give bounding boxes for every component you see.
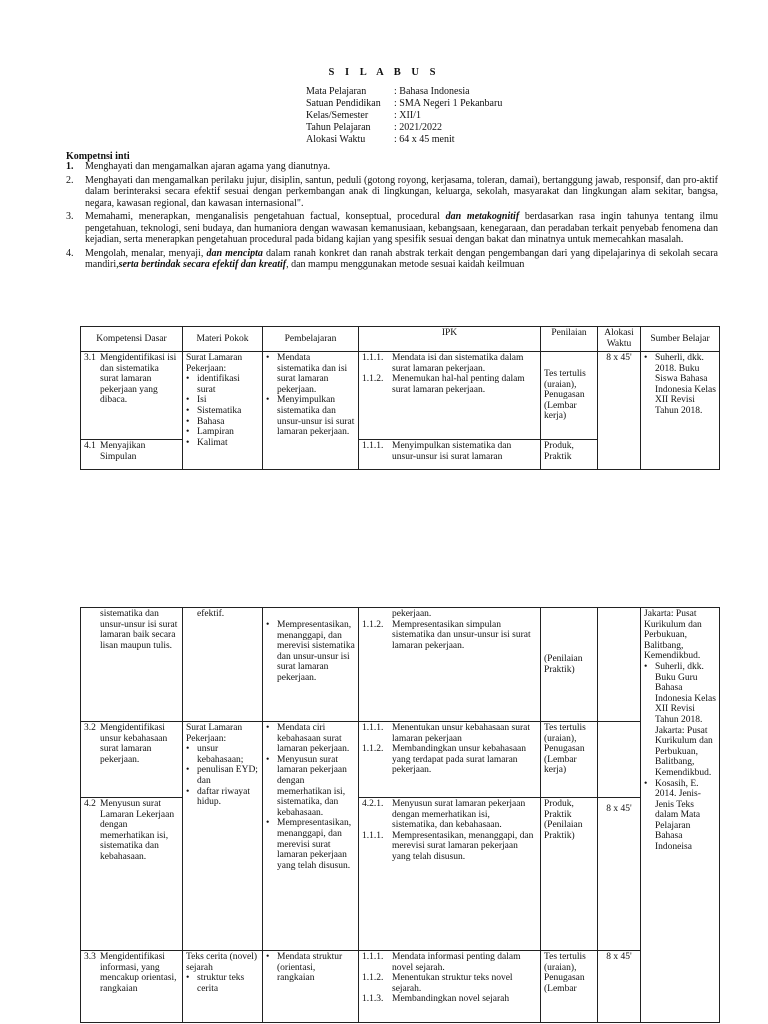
kd-number: 3.1 xyxy=(84,353,96,363)
alokasi-cell: 8 x 45' xyxy=(598,352,641,470)
list-item: • unsur kebahasaan; xyxy=(186,744,259,765)
list-item: • Kosasih, E. 2014. Jenis-Jenis Teks dalam Mata Pelajaran Bahasa Indoneisa xyxy=(644,779,716,853)
ipk-number: 1.1.1. xyxy=(362,952,384,962)
meta-row xyxy=(306,134,502,146)
meta-label: Alokasi Waktu xyxy=(306,134,366,145)
ipk-item xyxy=(362,723,537,744)
ipk-cell xyxy=(359,722,541,798)
list-item: • penulisan EYD; dan xyxy=(186,765,259,786)
col-header: Alokasi Waktu xyxy=(598,327,641,352)
ipk-text: Menentukan struktur teks novel sejarah. xyxy=(392,973,513,994)
list-item: • Mendata struktur (orientasi, rangkaian xyxy=(266,952,355,984)
ki-number: 3. xyxy=(66,211,74,222)
ipk-cell xyxy=(359,608,541,722)
ki-emphasis: dan metakognitif xyxy=(445,211,520,222)
ki-text-part: Memahami, menerapkan, menganalisis pengetahuan factual, konseptual, procedural xyxy=(85,211,446,222)
ipk-text: Menyusun surat lamaran pekerjaan dengan memerhatikan isi, sistematika, dan kebahasaan. xyxy=(392,799,526,831)
materi-cell xyxy=(183,608,263,722)
list-item: • Mempresentasikan, menanggapi, dan merevisi sistematika dan unsur-unsur isi surat lamaran pekerjaan. xyxy=(266,620,355,684)
ki-number: 1. xyxy=(66,161,74,172)
sumber-cell xyxy=(641,608,720,1023)
kd-text: Mengidentifikasi unsur kebahasaan surat lamaran pekerjaan. xyxy=(100,723,168,765)
col-header: Kompetensi Dasar xyxy=(81,327,183,352)
ki-emphasis: serta bertindak secara efektif dan kreatif xyxy=(118,259,287,270)
col-header: Sumber Belajar xyxy=(641,327,720,352)
pembelajaran-cell xyxy=(263,722,359,951)
materi-cell xyxy=(183,722,263,951)
ipk-item xyxy=(362,441,537,462)
pembelajaran-cell xyxy=(263,951,359,1023)
table-row xyxy=(81,722,720,798)
kd-cell xyxy=(81,722,183,798)
kd-cell xyxy=(81,798,183,951)
ipk-number: 1.1.1. xyxy=(362,723,384,733)
sumber-cell xyxy=(641,352,720,470)
syllabus-table-page1 xyxy=(80,326,720,470)
ipk-number: 1.1.2. xyxy=(362,374,384,385)
meta-label: Mata Pelajaran xyxy=(306,86,367,97)
alokasi-cell xyxy=(598,722,641,798)
penilaian-cell: (Penilaian Praktik) xyxy=(541,608,598,722)
list-item: • Mendata ciri kebahasaan surat lamaran pekerjaan. xyxy=(266,723,355,755)
ki-text xyxy=(85,211,718,246)
ipk-text: Membandingkan novel sejarah xyxy=(392,994,510,1005)
list-item: • Mendata sistematika dan isi surat lamaran pekerjaan. xyxy=(266,353,355,395)
ipk-number: 1.1.3. xyxy=(362,994,384,1005)
ipk-text: Menyimpulkan sistematika dan unsur-unsur isi surat lamaran xyxy=(392,441,512,462)
kd-text: Mengidentifikasi isi dan sistematika surat lamaran pekerjaan yang dibaca. xyxy=(100,353,177,406)
pembelajaran-cell xyxy=(263,352,359,470)
materi-cell xyxy=(183,352,263,470)
list-item: • Suherli, dkk. 2018. Buku Siswa Bahasa Indonesia Kelas XII Revisi Tahun 2018. xyxy=(644,353,716,417)
list-item: • Isi xyxy=(186,395,259,406)
col-header: IPK xyxy=(359,327,541,352)
ipk-item xyxy=(362,994,537,1005)
ipk-cell xyxy=(359,440,541,470)
kd-number: 4.2 xyxy=(84,799,96,809)
pembelajaran-cell xyxy=(263,608,359,722)
alokasi-cell: 8 x 45' xyxy=(598,798,641,951)
ipk-number: 1.1.2. xyxy=(362,619,384,630)
ki-item xyxy=(66,161,718,173)
ipk-item xyxy=(362,952,537,973)
kd-cell xyxy=(81,608,183,722)
ipk-number: 1.1.1. xyxy=(362,441,384,451)
kd-number: 4.1 xyxy=(84,441,96,451)
materi-title: Teks cerita (novel) sejarah xyxy=(186,952,258,973)
table-row xyxy=(81,798,720,951)
ipk-number: 4.2.1. xyxy=(362,799,384,809)
kd-cell xyxy=(81,440,183,470)
list-item: • struktur teks cerita xyxy=(186,973,259,994)
kd-cell xyxy=(81,352,183,440)
list-item: • Sistematika xyxy=(186,406,259,417)
ipk-item xyxy=(362,620,537,652)
ipk-item xyxy=(362,744,537,776)
ki-number: 2. xyxy=(66,174,74,186)
syllabus-table-page2 xyxy=(80,607,720,1023)
ki-item xyxy=(66,248,718,271)
materi-title: Surat Lamaran Pekerjaan: xyxy=(186,353,243,374)
kd-text: sistematika dan unsur-unsur isi surat lamaran baik secara lisan maupun tulis. xyxy=(100,609,178,651)
kd-number: 3.3 xyxy=(84,952,96,962)
kd-text: Menyajikan Simpulan xyxy=(100,441,146,462)
list-item: • Suherli, dkk. Buku Guru Bahasa Indonesia Kelas XII Revisi Tahun 2018. Jakarta: Pusat Kurikulum dan Perbukuan, Balitbang, Kemendikbud. xyxy=(644,662,716,779)
kd-text: Mengidentifikasi informasi, yang mencakup orientasi, rangkaian xyxy=(100,952,177,994)
kompetensi-inti-list xyxy=(66,161,718,273)
ki-item xyxy=(66,175,718,210)
ipk-text: Membandingkan unsur kebahasaan yang terdapat pada surat lamaran pekerjaan. xyxy=(392,744,527,776)
penilaian-cell: Tes tertulis (uraian), Penugasan (Lembar kerja) xyxy=(541,352,598,440)
ipk-cell xyxy=(359,798,541,951)
meta-value: : 64 x 45 menit xyxy=(394,134,455,145)
ipk-number: 1.1.2. xyxy=(362,744,384,755)
table-header-row xyxy=(81,327,720,352)
penilaian-cell: Tes tertulis (uraian), Penugasan (Lembar xyxy=(541,951,598,1023)
ki-item xyxy=(66,211,718,246)
col-header: Penilaian xyxy=(541,327,598,352)
list-item: • daftar riwayat hidup. xyxy=(186,787,259,808)
document-title: S I L A B U S xyxy=(328,67,440,78)
meta-row xyxy=(306,98,502,110)
list-item: • Lampiran xyxy=(186,427,259,438)
meta-row xyxy=(306,86,502,98)
sumber-text: Jakarta: Pusat Kurikulum dan Perbukuan, Balitbang, Kemendikbud. xyxy=(644,609,702,662)
list-item: • Menyimpulkan sistematika dan unsur-unsur isi surat lamaran pekerjaan. xyxy=(266,395,355,437)
col-header: Pembelajaran xyxy=(263,327,359,352)
kompetensi-inti-heading: Kompetnsi inti xyxy=(66,151,130,162)
list-item: • identifikasi surat xyxy=(186,374,259,395)
ipk-cell xyxy=(359,352,541,440)
ki-text: Menghayati dan mengamalkan perilaku jujur, disiplin, santun, peduli (gotong royong, kerjasama, toleran, damai), bertanggung jawab, responsif, dan pro-aktif dalam berinteraksi secara efektif sesuai dengan perkembangan anak di lingkungan, keluarga, sekolah, masyarakat dan lingkungan alam sekitar, bangsa, negara, kawasan regional, dan kawasan internasional". xyxy=(85,174,718,209)
table-row xyxy=(81,352,720,440)
kd-cell xyxy=(81,951,183,1023)
table-row xyxy=(81,608,720,722)
list-item: • Kalimat xyxy=(186,438,259,449)
ki-text-part: dalam ranah konkret dan ranah abstrak terkait dengan pengembangan dari yang dipelajarinya di sekolah secara mandiri, xyxy=(85,247,718,270)
penilaian-cell: Produk, Praktik xyxy=(541,440,598,470)
ipk-text: Mempresentasikan, menanggapi, dan merevisi surat lamaran pekerjaan yang telah disusun. xyxy=(392,830,534,862)
ipk-number: 1.1.1. xyxy=(362,830,384,841)
ki-emphasis: dan mencipta xyxy=(206,247,263,259)
ipk-item xyxy=(362,799,537,831)
ipk-text: Menemukan hal-hal penting dalam surat lamaran pekerjaan. xyxy=(392,374,525,395)
list-item: • Mempresentasikan, menanggapi, dan merevisi surat lamaran pekerjaan yang telah disusun. xyxy=(266,818,355,871)
meta-row xyxy=(306,122,502,134)
ipk-item xyxy=(362,374,537,395)
syllabus-meta xyxy=(306,86,502,146)
ipk-text: Menentukan unsur kebahasaan surat lamaran pekerjaan xyxy=(392,723,530,744)
meta-label: Kelas/Semester xyxy=(306,110,369,121)
materi-text: efektif. xyxy=(197,609,225,619)
penilaian-cell: Tes tertulis (uraian), Penugasan (Lembar kerja) xyxy=(541,722,598,798)
ipk-item xyxy=(362,973,537,994)
penilaian-cell: Produk, Praktik (Penilaian Praktik) xyxy=(541,798,598,951)
materi-cell xyxy=(183,951,263,1023)
ipk-text: Mendata isi dan sistematika dalam surat lamaran pekerjaan. xyxy=(392,353,524,374)
table-row xyxy=(81,951,720,1023)
ipk-text: pekerjaan. xyxy=(392,609,432,619)
meta-value: : Bahasa Indonesia xyxy=(394,86,470,97)
list-item: • Bahasa xyxy=(186,417,259,428)
ipk-number: 1.1.2. xyxy=(362,973,384,984)
meta-row xyxy=(306,110,502,122)
ipk-cell xyxy=(359,951,541,1023)
meta-value: : XII/1 xyxy=(394,110,421,121)
ki-text-part: , dan mampu menggunakan metode sesuai kaidah keilmuan xyxy=(286,259,525,270)
meta-label: Tahun Pelajaran xyxy=(306,122,371,133)
meta-value: : SMA Negeri 1 Pekanbaru xyxy=(394,98,503,109)
ipk-text: Mempresentasikan simpulan sistematika dan unsur-unsur isi surat lamaran pekerjaan. xyxy=(392,619,531,651)
ki-text-part: Mengolah, menalar, menyaji, xyxy=(85,247,207,259)
list-item: • Menyusun surat lamaran pekerjaan dengan memerhatikan isi, sistematika, dan kebahasaan. xyxy=(266,755,355,819)
kd-number: 3.2 xyxy=(84,723,96,733)
ipk-number: 1.1.1. xyxy=(362,353,384,363)
ipk-item xyxy=(362,353,537,374)
col-header: Materi Pokok xyxy=(183,327,263,352)
meta-label: Satuan Pendidikan xyxy=(306,98,381,109)
ki-text-part: berdasarkan rasa ingin tahunya tentang ilmu pengetahuan, teknologi, seni budaya, dan humaniora dengan wawasan kemanusiaan, kebangsaan, kenegaraan, dan peradaban terkait penyebab fenomena dan kejadian, serta menerapkan pengetahuan procedural pada bidang kajian yang spesifik sesuai dengan bakat dan minatnya untuk memecahkan masalah. xyxy=(85,211,718,245)
alokasi-cell xyxy=(598,608,641,722)
ki-number: 4. xyxy=(66,247,74,259)
ki-text xyxy=(85,248,718,271)
ipk-text: Mendata informasi penting dalam novel sejarah. xyxy=(392,952,521,973)
kd-text: Menyusun surat Lamaran Lekerjaan dengan memerhatikan isi, sistematika dan kebahasaan. xyxy=(100,799,175,862)
materi-title: Surat Lamaran Pekerjaan: xyxy=(186,723,243,744)
alokasi-cell: 8 x 45' xyxy=(598,951,641,1023)
meta-value: : 2021/2022 xyxy=(394,122,443,133)
ipk-item xyxy=(362,831,537,863)
ki-text: Menghayati dan mengamalkan ajaran agama yang dianutnya. xyxy=(85,161,331,172)
